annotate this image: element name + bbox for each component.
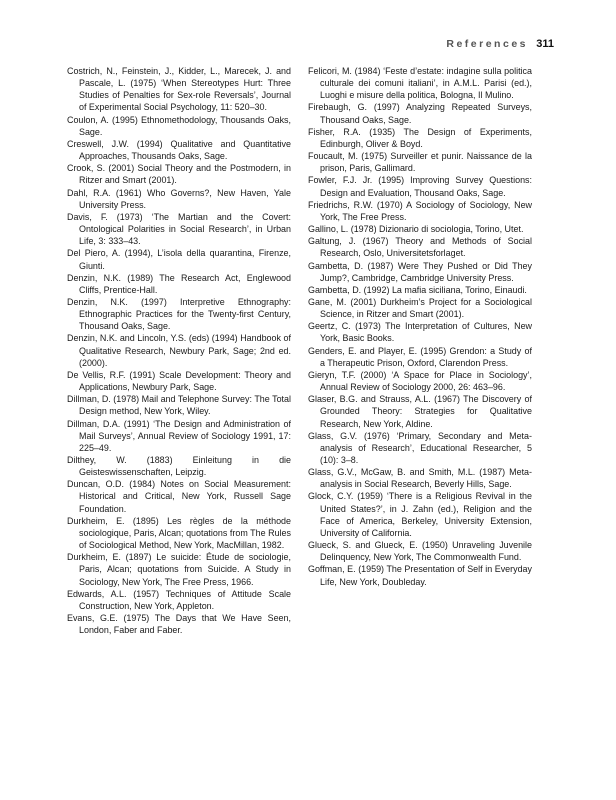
- reference-entry: Firebaugh, G. (1997) Analyzing Repeated Surveys, Thousand Oaks, Sage.: [308, 102, 532, 125]
- reference-entry: Del Piero, A. (1994), L’isola della quarantina, Firenze, Giunti.: [67, 248, 291, 271]
- reference-entry: Fisher, R.A. (1935) The Design of Experiments, Edinburgh, Oliver & Boyd.: [308, 126, 532, 149]
- reference-entry: Dahl, R.A. (1961) Who Governs?, New Haven, Yale University Press.: [67, 187, 291, 210]
- reference-entry: Glass, G.V. (1976) ‘Primary, Secondary and Meta-analysis of Research’, Educational Researcher, 5 (10): 3–8.: [308, 430, 532, 465]
- reference-entry: Foucault, M. (1975) Surveiller et punir. Naissance de la prison, Paris, Gallimard.: [308, 151, 532, 174]
- reference-entry: Edwards, A.L. (1957) Techniques of Attitude Scale Construction, New York, Appleton.: [67, 588, 291, 611]
- running-head: References: [446, 38, 528, 50]
- page-number: 311: [536, 38, 554, 50]
- reference-entry: Gambetta, D. (1992) La mafia siciliana, Torino, Einaudi.: [308, 284, 527, 295]
- reference-entry: Creswell, J.W. (1994) Qualitative and Quantitative Approaches, Thousands Oaks, Sage.: [67, 138, 291, 162]
- reference-entry: Dilthey, W. (1883) Einleitung in die Geisteswissenschaften, Leipzig.: [67, 455, 291, 478]
- references-right-column: [308, 65, 532, 588]
- reference-entry: Davis, F. (1973) ‘The Martian and the Covert: Ontological Polarities in Social Research’, in Urban Life, 3: 333–43.: [67, 211, 291, 247]
- reference-entry: Geertz, C. (1973) The Interpretation of Cultures, New York, Basic Books.: [308, 321, 532, 344]
- reference-entry: Gane, M. (2001) Durkheim’s Project for a Sociological Science, in Ritzer and Smart (2001).: [308, 296, 532, 320]
- reference-entry: Gieryn, T.F. (2000) ‘A Space for Place in Sociology’, Annual Review of Sociology 2000, 26: 463–96.: [308, 369, 532, 393]
- reference-entry: Glock, C.Y. (1959) ‘There is a Religious Revival in the United States?’, in J. Zahn (ed.), Religion and the Face of America, Berkeley, University Extension, University of California.: [308, 491, 532, 538]
- references-left-column: [67, 65, 291, 636]
- reference-entry: Fowler, F.J. Jr. (1995) Improving Survey Questions: Design and Evaluation, Thousand Oaks, Sage.: [308, 175, 532, 198]
- reference-entry: Friedrichs, R.W. (1970) A Sociology of Sociology, New York, The Free Press.: [308, 199, 532, 222]
- reference-entry: Crook, S. (2001) Social Theory and the Postmodern, in Ritzer and Smart (2001).: [67, 163, 291, 186]
- reference-entry: Costrich, N., Feinstein, J., Kidder, L., Marecek, J. and Pascale, L. (1975) ‘When Stereotypes Hurt: Three Studies of Penalties for Sex-role Reversals’, Journal of Experimental Social Psychology, 11: 520–30.: [67, 66, 291, 113]
- reference-entry: Glaser, B.G. and Strauss, A.L. (1967) The Discovery of Grounded Theory: Strategies for Qualitative Research, New York, Aldine.: [308, 394, 532, 429]
- reference-entry: Coulon, A. (1995) Ethnomethodology, Thousands Oaks, Sage.: [67, 114, 291, 137]
- reference-entry: Galtung, J. (1967) Theory and Methods of Social Research, Oslo, Universitetsforlaget.: [308, 236, 532, 259]
- reference-entry: Durkheim, E. (1897) Le suicide: Étude de sociologie, Paris, Alcan; quotations from Suicide. A Study in Sociology, New York, The Free Press, 1966.: [67, 552, 291, 587]
- reference-entry: Dillman, D. (1978) Mail and Telephone Survey: The Total Design method, New York, Wiley.: [67, 394, 291, 417]
- reference-entry: Glass, G.V., McGaw, B. and Smith, M.L. (1987) Meta-analysis in Social Research, Beverly Hills, Sage.: [308, 467, 532, 490]
- reference-entry: Evans, G.E. (1975) The Days that We Have Seen, London, Faber and Faber.: [67, 613, 291, 636]
- reference-entry: Denzin, N.K. (1997) Interpretive Ethnography: Ethnographic Practices for the Twenty-first Century, Thousand Oaks, Sage.: [67, 296, 291, 332]
- reference-entry: Goffman, E. (1959) The Presentation of Self in Everyday Life, New York, Doubleday.: [308, 564, 532, 587]
- reference-entry: Duncan, O.D. (1984) Notes on Social Measurement: Historical and Critical, New York, Russell Sage Foundation.: [67, 479, 291, 514]
- reference-entry: Gallino, L. (1978) Dizionario di sociologia, Torino, Utet.: [308, 224, 524, 235]
- reference-entry: Dillman, D.A. (1991) ‘The Design and Administration of Mail Surveys’, Annual Review of Sociology 1991, 17: 225–49.: [67, 418, 291, 453]
- reference-entry: Denzin, N.K. and Lincoln, Y.S. (eds) (1994) Handbook of Qualitative Research, Newbury Park, Sage; 2nd ed. (2000).: [67, 333, 291, 368]
- reference-entry: Durkheim, E. (1895) Les règles de la méthode sociologique, Paris, Alcan; quotations from The Rules of Sociological Method, New York, MacMillan, 1982.: [67, 515, 291, 551]
- reference-entry: Gambetta, D. (1987) Were They Pushed or Did They Jump?, Cambridge, Cambridge University Press.: [308, 260, 532, 283]
- reference-entry: Genders, E. and Player, E. (1995) Grendon: a Study of a Therapeutic Prison, Oxford, Clarendon Press.: [308, 345, 532, 368]
- reference-entry: Glueck, S. and Glueck, E. (1950) Unraveling Juvenile Delinquency, New York, The Commonwealth Fund.: [308, 540, 532, 563]
- reference-entry: Felicori, M. (1984) ‘Feste d’estate: indagine sulla politica culturale dei comuni italiani’, in A.M.L. Parisi (ed.), Luoghi e misure della politica, Bologna, Il Mulino.: [308, 66, 532, 101]
- reference-entry: Denzin, N.K. (1989) The Research Act, Englewood Cliffs, Prentice-Hall.: [67, 272, 291, 295]
- reference-entry: De Vellis, R.F. (1991) Scale Development: Theory and Applications, Newbury Park, Sage.: [67, 369, 291, 393]
